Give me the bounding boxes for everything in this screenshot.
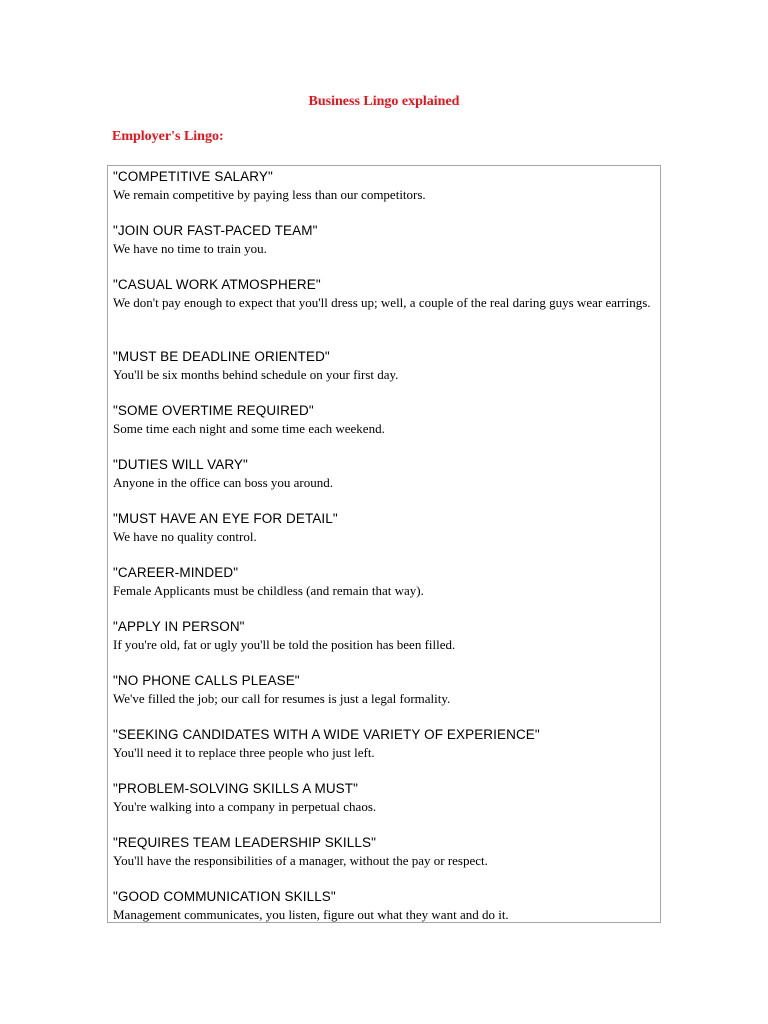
lingo-entry <box>113 402 653 438</box>
lingo-term: "NO PHONE CALLS PLEASE" <box>113 673 300 688</box>
lingo-term: "DUTIES WILL VARY" <box>113 457 248 472</box>
lingo-entry <box>113 456 653 492</box>
lingo-box <box>107 165 661 923</box>
lingo-term: "REQUIRES TEAM LEADERSHIP SKILLS" <box>113 835 376 850</box>
lingo-meaning: Anyone in the office can boss you around. <box>113 475 333 490</box>
lingo-term: "SOME OVERTIME REQUIRED" <box>113 403 314 418</box>
lingo-term: "PROBLEM-SOLVING SKILLS A MUST" <box>113 781 359 796</box>
lingo-entry <box>113 618 653 654</box>
lingo-meaning: You'll need it to replace three people who just left. <box>113 745 375 760</box>
lingo-meaning: You're walking into a company in perpetual chaos. <box>113 799 377 814</box>
lingo-meaning: Female Applicants must be childless (and remain that way). <box>113 583 424 598</box>
lingo-entry <box>113 888 653 924</box>
lingo-entry <box>113 780 653 816</box>
lingo-entry <box>113 276 653 312</box>
lingo-entry <box>113 726 653 762</box>
lingo-meaning: We have no time to train you. <box>113 241 267 256</box>
lingo-term: "CASUAL WORK ATMOSPHERE" <box>113 277 321 292</box>
lingo-term: "COMPETITIVE SALARY" <box>113 169 273 184</box>
lingo-term: "MUST BE DEADLINE ORIENTED" <box>113 349 330 364</box>
lingo-meaning: We remain competitive by paying less than our competitors. <box>113 187 426 202</box>
lingo-term: "JOIN OUR FAST-PACED TEAM" <box>113 223 318 238</box>
section-heading: Employer's Lingo: <box>112 129 224 144</box>
lingo-entry <box>113 348 653 384</box>
lingo-meaning: Some time each night and some time each weekend. <box>113 421 385 436</box>
lingo-entry <box>113 168 653 204</box>
lingo-entry <box>113 222 653 258</box>
lingo-meaning: We don't pay enough to expect that you'll dress up; well, a couple of the real daring guys wear earrings. <box>113 295 651 310</box>
lingo-meaning: If you're old, fat or ugly you'll be told the position has been filled. <box>113 637 456 652</box>
lingo-entry <box>113 564 653 600</box>
lingo-term: "APPLY IN PERSON" <box>113 619 245 634</box>
lingo-term: "MUST HAVE AN EYE FOR DETAIL" <box>113 511 338 526</box>
lingo-meaning: You'll be six months behind schedule on your first day. <box>113 367 399 382</box>
page-title: Business Lingo explained <box>308 94 460 109</box>
lingo-meaning: Management communicates, you listen, figure out what they want and do it. <box>113 907 509 922</box>
lingo-term: "CAREER-MINDED" <box>113 565 239 580</box>
lingo-term: "GOOD COMMUNICATION SKILLS" <box>113 889 336 904</box>
lingo-meaning: We've filled the job; our call for resumes is just a legal formality. <box>113 691 451 706</box>
lingo-term: "SEEKING CANDIDATES WITH A WIDE VARIETY OF EXPERIENCE" <box>113 727 540 742</box>
lingo-entry <box>113 672 653 708</box>
lingo-meaning: We have no quality control. <box>113 529 257 544</box>
lingo-entry <box>113 834 653 870</box>
lingo-meaning: You'll have the responsibilities of a manager, without the pay or respect. <box>113 853 488 868</box>
lingo-entry <box>113 510 653 546</box>
